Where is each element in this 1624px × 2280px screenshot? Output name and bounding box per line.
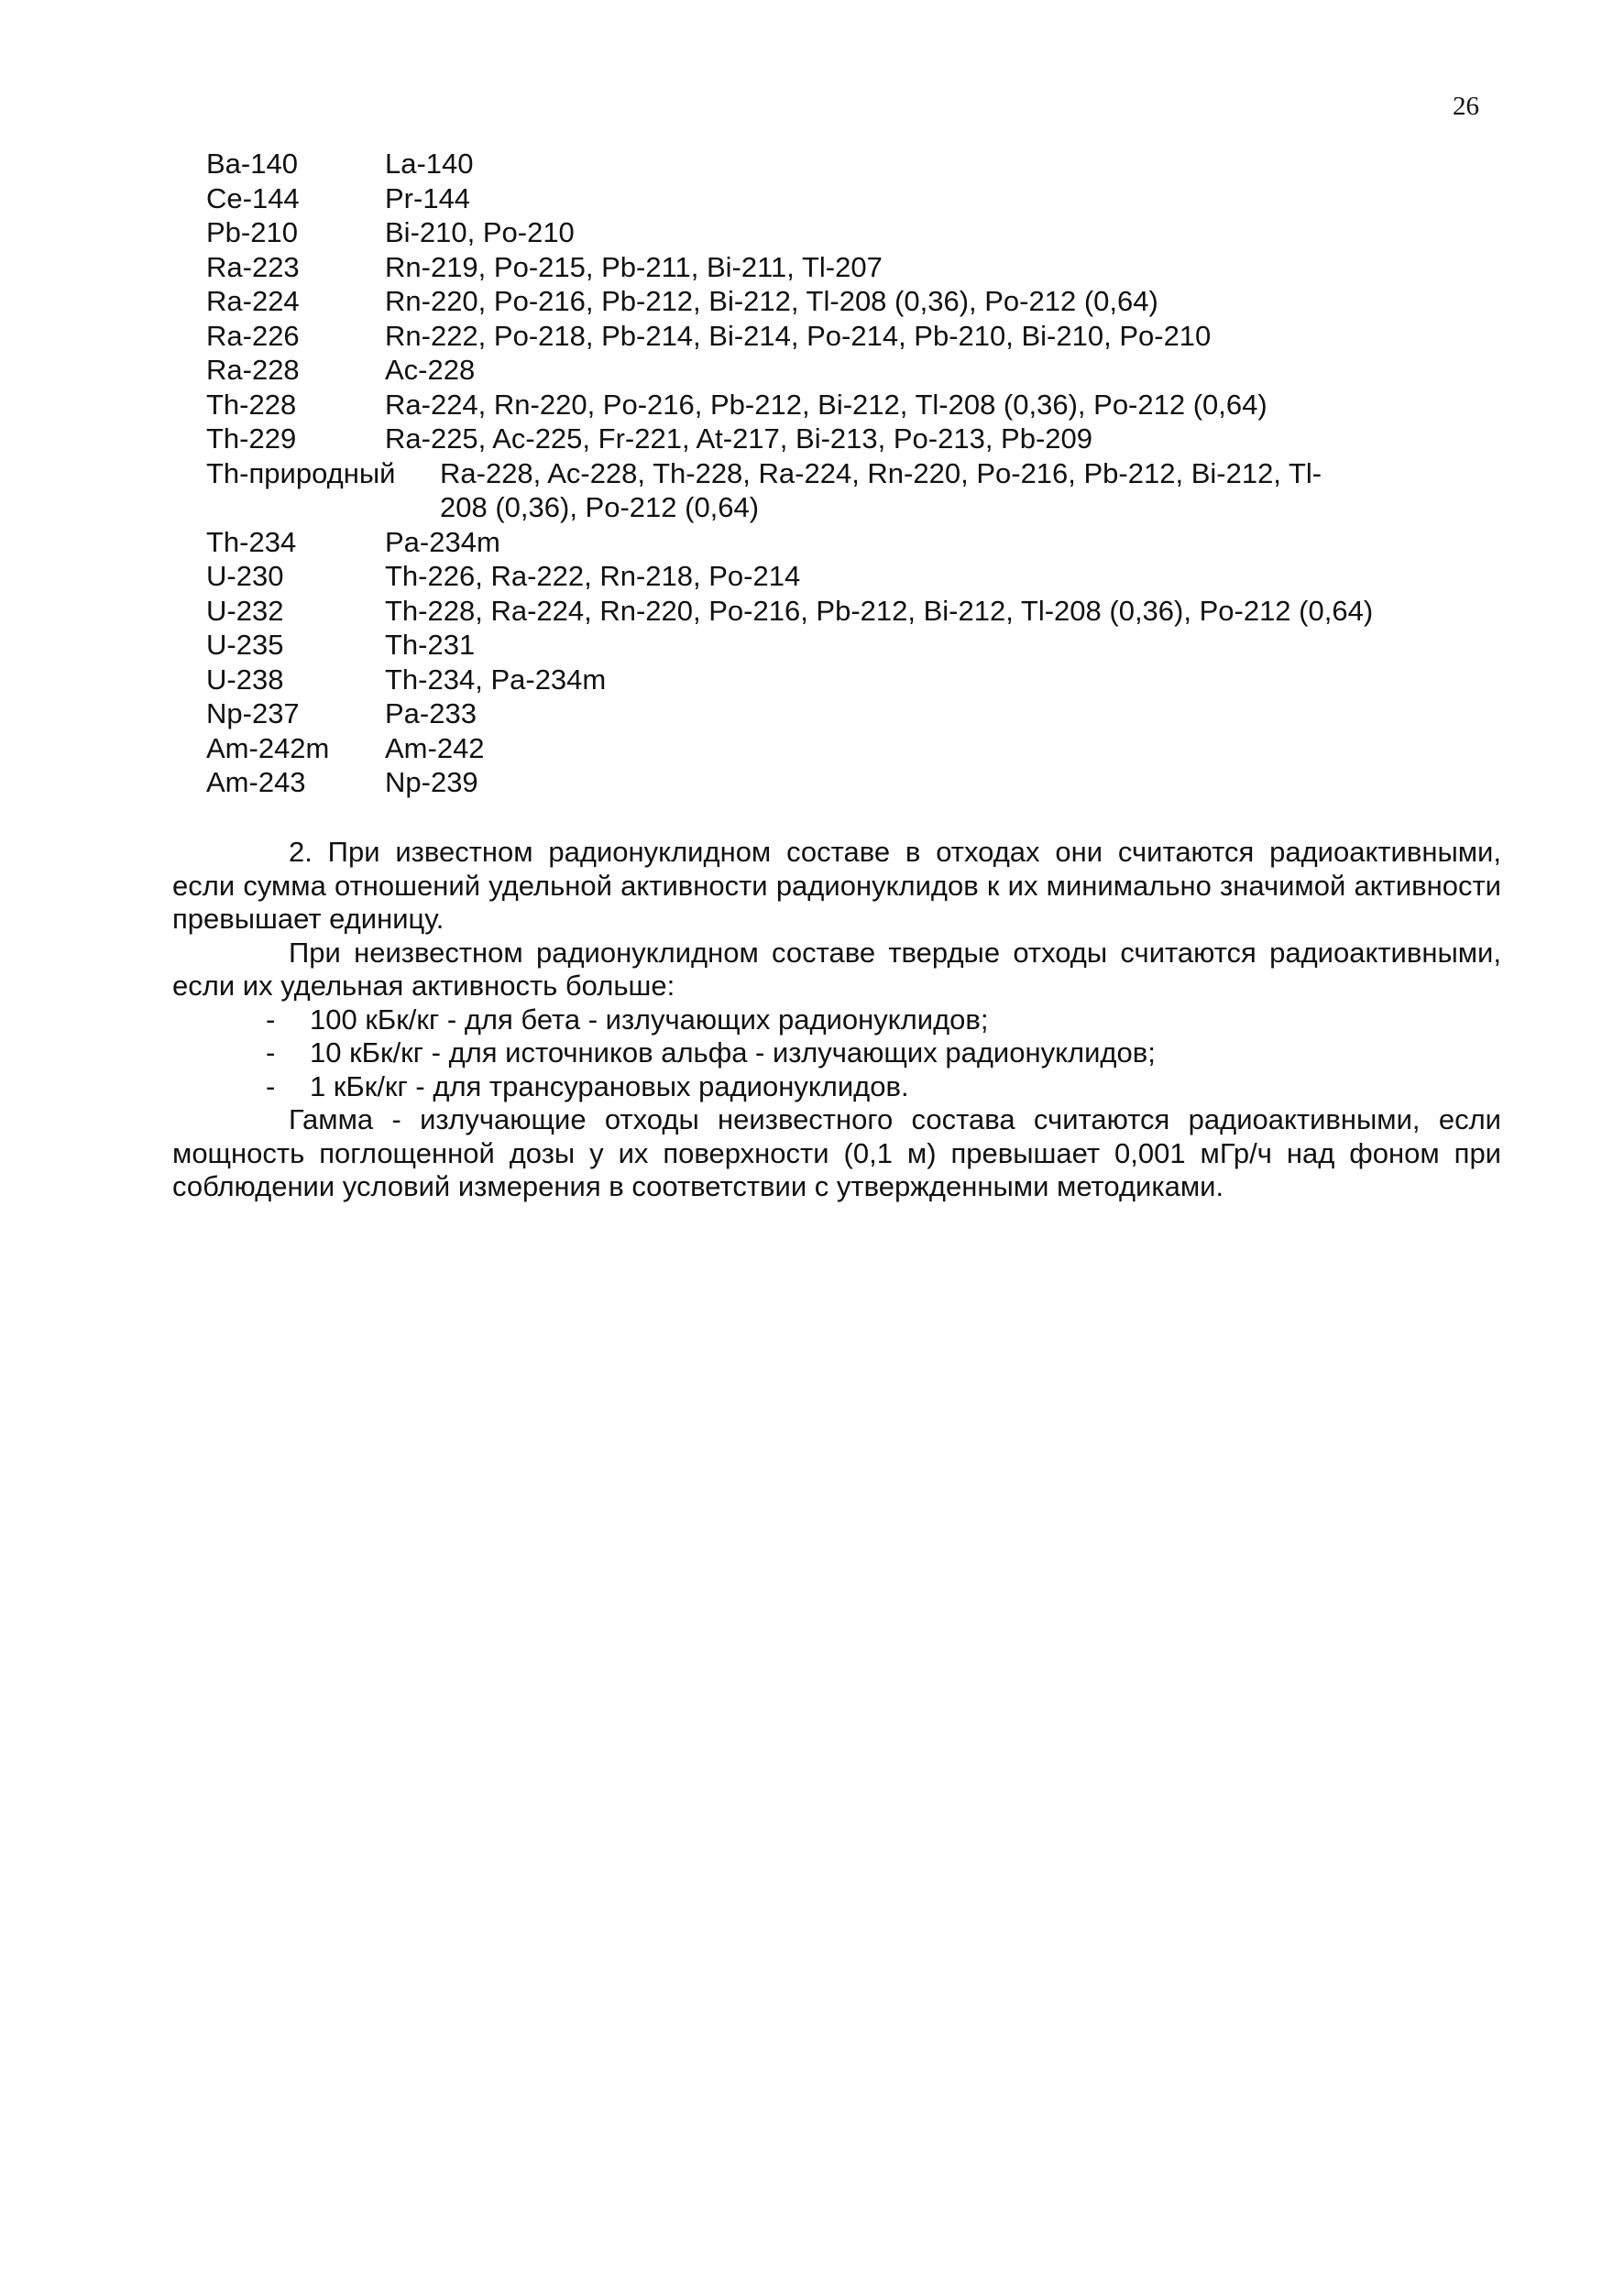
parent-nuclide: Am-242m [206, 731, 330, 764]
body-text [172, 836, 1501, 1204]
daughter-nuclides: Ra-225, Ac-225, Fr-221, At-217, Bi-213, Po-213, Pb-209 [385, 422, 1093, 455]
table-row [206, 250, 1508, 285]
daughter-nuclides: Am-242 [385, 731, 485, 764]
daughter-nuclides: Th-228, Ra-224, Rn-220, Po-216, Pb-212, Bi-212, Tl-208 (0,36), Po-212 (0,64) [385, 594, 1374, 627]
paragraph-gamma-waste: Гамма - излучающие отходы неизвестного состава считаются радиоактивными, если мощность поглощенной дозы у их поверхности (0,1 м) превышает 0,001 мГр/ч над фоном при соблюдении условий измерения в соответствии с утвержденными методиками. [172, 1103, 1501, 1202]
table-row [206, 147, 1508, 181]
daughter-nuclides: Ra-228, Ac-228, Th-228, Ra-224, Rn-220, Po-216, Pb-212, Bi-212, Tl-208 (0,36), Po-212 (0,64) [440, 456, 1322, 523]
table-row [206, 181, 1508, 216]
list-item [172, 1070, 1501, 1104]
parent-nuclide: U-230 [206, 560, 284, 592]
paragraph-unknown-composition: При неизвестном радионуклидном составе твердые отходы считаются радиоактивными, если их удельная активность больше: [172, 936, 1501, 1002]
list-item [172, 1036, 1501, 1070]
daughter-nuclides: Th-231 [385, 629, 476, 661]
parent-nuclide: U-232 [206, 594, 284, 627]
parent-nuclide: Np-237 [206, 697, 300, 729]
daughter-nuclides: Pa-233 [385, 697, 477, 729]
daughter-nuclides: Rn-219, Po-215, Pb-211, Bi-211, Tl-207 [385, 250, 883, 283]
parent-nuclide: Ra-223 [206, 250, 300, 283]
parent-nuclide: Ra-226 [206, 319, 300, 352]
parent-nuclide: U-235 [206, 629, 284, 661]
table-row [206, 456, 1508, 525]
daughter-nuclides: Pr-144 [385, 181, 471, 214]
table-row [206, 628, 1508, 663]
parent-nuclide: Th-234 [206, 525, 297, 558]
dash-bullet: - [266, 1069, 276, 1102]
daughter-nuclides: Ac-228 [385, 354, 476, 386]
parent-nuclide: Am-243 [206, 766, 306, 798]
parent-nuclide: Ra-228 [206, 354, 300, 386]
daughter-nuclides: Rn-220, Po-216, Pb-212, Bi-212, Tl-208 (0,36), Po-212 (0,64) [385, 285, 1158, 317]
list-item-text: 1 кБк/кг - для трансурановых радионуклидов. [310, 1069, 909, 1102]
table-row [206, 215, 1508, 250]
table-row [206, 663, 1508, 697]
daughter-nuclides: Th-234, Pa-234m [385, 663, 607, 696]
table-row [206, 525, 1508, 560]
table-row [206, 284, 1508, 319]
parent-nuclide: Ce-144 [206, 181, 300, 214]
dash-bullet: - [266, 1036, 276, 1069]
nuclide-table [206, 147, 1508, 800]
table-row [206, 696, 1508, 731]
table-row [206, 731, 1508, 766]
parent-nuclide: Ra-224 [206, 285, 300, 317]
daughter-nuclides: Rn-222, Po-218, Pb-214, Bi-214, Po-214, Pb-210, Bi-210, Po-210 [385, 319, 1212, 352]
parent-nuclide: Th-229 [206, 422, 297, 455]
list-item-text: 100 кБк/кг - для бета - излучающих радионуклидов; [310, 1003, 989, 1036]
table-row [206, 353, 1508, 388]
table-row [206, 422, 1508, 456]
list-item-text: 10 кБк/кг - для источников альфа - излучающих радионуклидов; [310, 1036, 1156, 1069]
daughter-nuclides: Th-226, Ra-222, Rn-218, Po-214 [385, 560, 801, 592]
parent-nuclide: Pb-210 [206, 216, 298, 248]
parent-nuclide: U-238 [206, 663, 284, 696]
parent-nuclide: Ba-140 [206, 148, 298, 180]
daughter-nuclides: Pa-234m [385, 525, 500, 558]
daughter-nuclides: La-140 [385, 148, 474, 180]
list-item [172, 1003, 1501, 1037]
page-number: 26 [1453, 92, 1479, 121]
daughter-nuclides: Ra-224, Rn-220, Po-216, Pb-212, Bi-212, Tl-208 (0,36), Po-212 (0,64) [385, 388, 1267, 421]
parent-nuclide: Th-природный [206, 456, 396, 489]
table-row [206, 388, 1508, 422]
table-row [206, 594, 1508, 629]
daughter-nuclides: Bi-210, Po-210 [385, 216, 575, 248]
activity-threshold-list [172, 1003, 1501, 1104]
daughter-nuclides: Np-239 [385, 766, 478, 798]
table-row [206, 765, 1508, 800]
table-row [206, 319, 1508, 354]
paragraph-known-composition: 2. При известном радионуклидном составе в отходах они считаются радиоактивными, если сумма отношений удельной активности радионуклидов к их минимально значимой активности превышает единицу. [172, 836, 1501, 935]
dash-bullet: - [266, 1003, 276, 1036]
table-row [206, 559, 1508, 594]
parent-nuclide: Th-228 [206, 388, 297, 421]
